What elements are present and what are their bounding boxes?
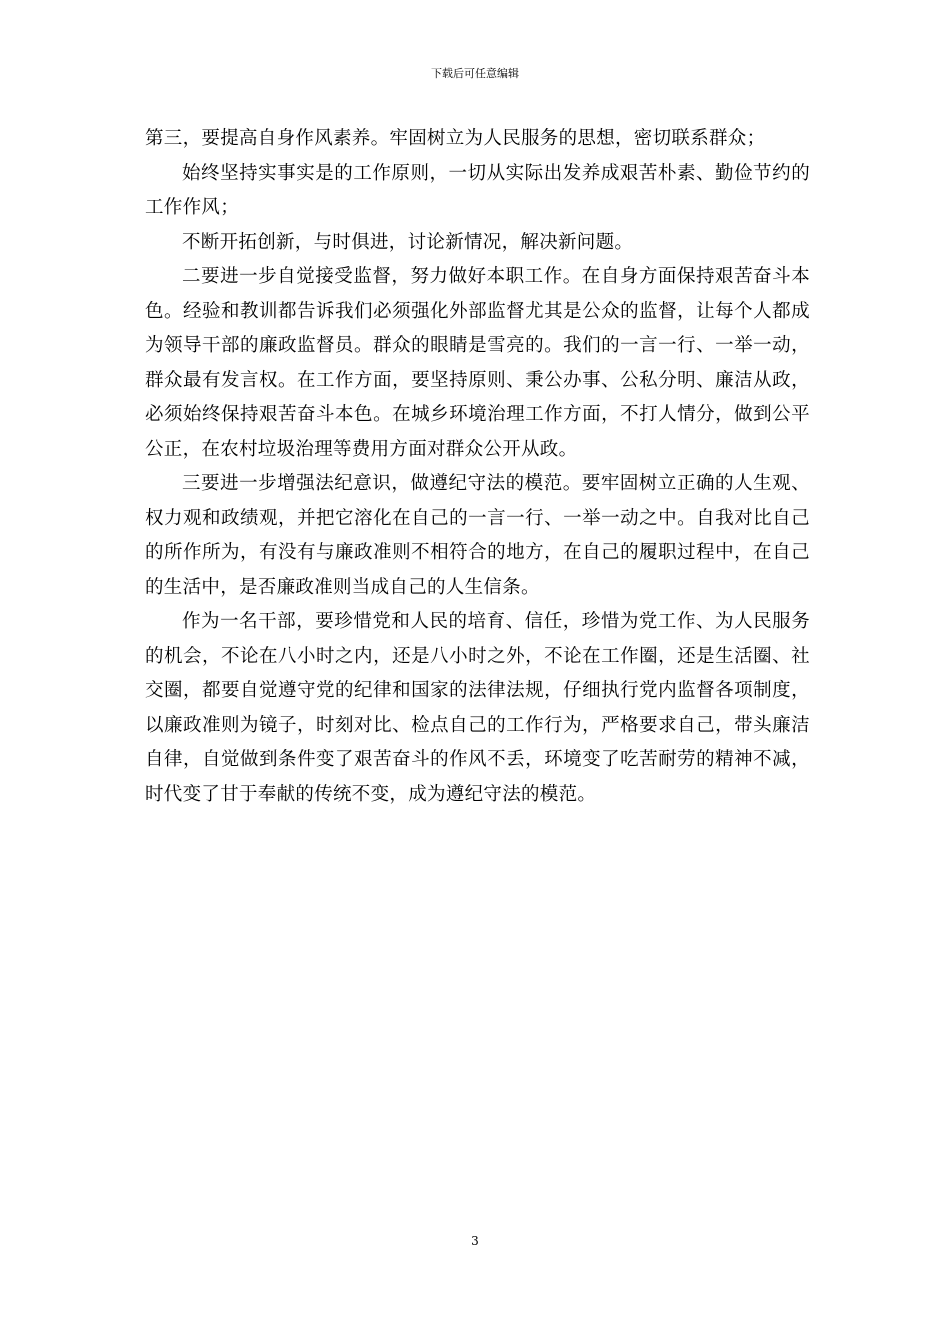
paragraph-work-principle: 始终坚持实事实是的工作原则，一切从实际出发养成艰苦朴素、勤俭节约的工作作风； [145, 162, 810, 218]
paragraph-style-point-3: 第三，要提高自身作风素养。牢固树立为人民服务的思想，密切联系群众； [145, 128, 766, 149]
paragraph-law-awareness: 三要进一步增强法纪意识，做遵纪守法的模范。要牢固树立正确的人生观、权力观和政绩观，并把它溶化在自己的一言一行、一举一动之中。自我对比自己的所作所为，有没有与廉政准则不相符合的地方，在自己的履职过程中，在自己的生活中，是否廉政准则当成自己的人生信条。 [145, 473, 810, 598]
document-body [145, 122, 810, 812]
page-header: 下载后可任意编辑 [431, 67, 519, 80]
paragraph-cadre-conduct: 作为一名干部，要珍惜党和人民的培育、信任，珍惜为党工作、为人民服务的机会，不论在八小时之内，还是八小时之外，不论在工作圈，还是生活圈、社交圈，都要自觉遵守党的纪律和国家的法律法规，仔细执行党内监督各项制度，以廉政准则为镜子，时刻对比、检点自己的工作行为，严格要求自己，带头廉洁自律，自觉做到条件变了艰苦奋斗的作风不丢，环境变了吃苦耐劳的精神不减，时代变了甘于奉献的传统不变，成为遵纪守法的模范。 [145, 611, 810, 805]
paragraph-supervision: 二要进一步自觉接受监督，努力做好本职工作。在自身方面保持艰苦奋斗本色。经验和教训都告诉我们必须强化外部监督尤其是公众的监督，让每个人都成为领导干部的廉政监督员。群众的眼睛是雪亮的。我们的一言一行、一举一动，群众最有发言权。在工作方面，要坚持原则、秉公办事、公私分明、廉洁从政，必须始终保持艰苦奋斗本色。在城乡环境治理工作方面，不打人情分，做到公平公正，在农村垃圾治理等费用方面对群众公开从政。 [145, 266, 810, 460]
paragraph-innovation: 不断开拓创新，与时俱进，讨论新情况，解决新问题。 [182, 231, 634, 253]
page-number: 3 [471, 1234, 479, 1248]
